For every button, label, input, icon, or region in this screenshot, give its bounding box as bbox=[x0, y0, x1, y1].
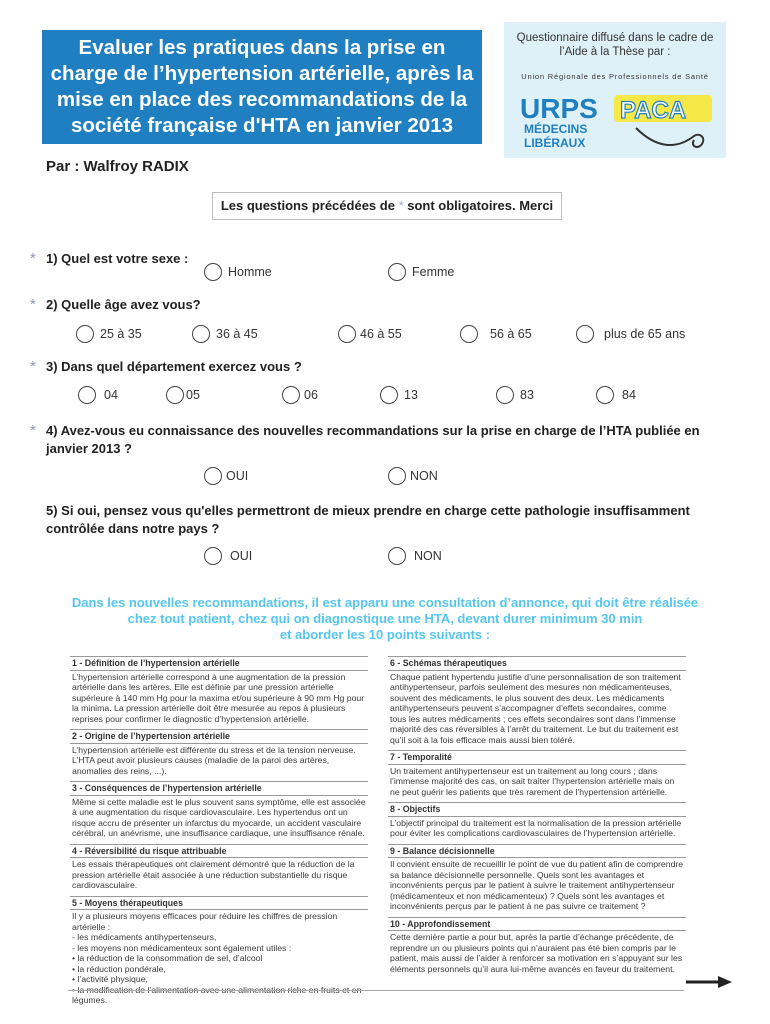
bottom-divider bbox=[68, 990, 684, 991]
radio-button[interactable] bbox=[204, 467, 222, 485]
point-body: L’hypertension artérielle correspond à une augmentation de la pression artérielle dans les artères. Elle est définie par une pression artérielle supérieure à 140 mm Hg pour la maxima et/ou supérieure à 90 mm Hg pour la minima. La pression artérielle doit être mesurée au repos à plusieurs reprises pour confirmer le diagnostic d’hypertension artérielle. bbox=[72, 671, 365, 724]
option-label: OUI bbox=[230, 549, 253, 563]
point-title: 6 - Schémas thérapeutiques bbox=[388, 656, 686, 671]
radio-button[interactable] bbox=[192, 325, 210, 343]
intro-line-1: Dans les nouvelles recommandations, il est apparu une consultation d’annonce, qui doit être réalisée bbox=[71, 595, 699, 610]
option-label: Femme bbox=[412, 265, 455, 279]
radio-button[interactable] bbox=[388, 547, 406, 565]
q4-option-oui[interactable] bbox=[204, 467, 248, 485]
point-title: 5 - Moyens thérapeutiques bbox=[70, 896, 368, 911]
point-title: 9 - Balance décisionnelle bbox=[388, 844, 686, 859]
point-title: 4 - Réversibilité du risque attribuable bbox=[70, 844, 368, 859]
q3-option-83[interactable] bbox=[496, 386, 534, 404]
radio-button[interactable] bbox=[388, 263, 406, 281]
point-body: L’hypertension artérielle est différente du stress et de la tension nerveuse. L’HTA peut avoir plusieurs causes (maladie de la paroi des artères, anomalies des reins, ...). bbox=[72, 744, 356, 776]
q2-option-46-55[interactable] bbox=[338, 325, 402, 343]
radio-button[interactable] bbox=[282, 386, 300, 404]
sponsor-block bbox=[504, 22, 726, 158]
point-section bbox=[388, 844, 686, 913]
question-4-label: 4) Avez-vous eu connaissance des nouvelles recommandations sur la prise en charge de l’HTA publiée en janvier 2013 ? bbox=[46, 423, 700, 456]
logo-paca-text: PACA bbox=[620, 97, 687, 124]
logo-urps-text: URPS bbox=[520, 93, 598, 124]
radio-button[interactable] bbox=[596, 386, 614, 404]
option-label: 06 bbox=[304, 388, 318, 402]
q4-option-non[interactable] bbox=[388, 467, 438, 485]
radio-button[interactable] bbox=[576, 325, 594, 343]
question-1-label: 1) Quel est votre sexe : bbox=[46, 251, 189, 266]
point-section bbox=[388, 750, 686, 798]
q2-option-25-35[interactable] bbox=[76, 325, 142, 343]
title-line-4: société française d'HTA en janvier 2013 bbox=[70, 114, 454, 137]
q3-option-84[interactable] bbox=[596, 386, 636, 404]
sponsor-caption-line-2: l’Aide à la Thèse par : bbox=[559, 46, 671, 58]
intro-line-2: chez tout patient, chez qui on diagnostique une HTA, devant durer minimum 30 min bbox=[127, 611, 643, 626]
q2-option-36-45[interactable] bbox=[192, 325, 258, 343]
points-column-right bbox=[388, 656, 686, 979]
point-section bbox=[70, 781, 368, 840]
urps-paca-logo bbox=[516, 88, 718, 152]
radio-button[interactable] bbox=[338, 325, 356, 343]
point-title: 2 - Origine de l’hypertension artérielle bbox=[70, 729, 368, 744]
title-line-2: charge de l’hypertension artérielle, après la bbox=[50, 62, 474, 85]
required-star-icon: * bbox=[30, 358, 36, 375]
point-section bbox=[388, 802, 686, 840]
q5-option-oui[interactable] bbox=[204, 547, 252, 565]
sponsor-caption-line-1: Questionnaire diffusé dans le cadre de bbox=[516, 32, 714, 44]
author-line: Par : Walfroy RADIX bbox=[46, 158, 189, 175]
q3-option-04[interactable] bbox=[78, 386, 118, 404]
form-title bbox=[42, 30, 482, 144]
q3-option-05[interactable] bbox=[166, 386, 200, 404]
point-body: Il convient ensuite de recueillir le point de vue du patient afin de comprendre sa balance décisionnelle personnelle. Quels sont les avantages et inconvénients perçus par le patient à suivre le traitement antihypertenseur (médicamenteux et non médicamenteux) ? Quels sont les avantages et inconvénients perçus par le patient à ne pas suivre ce traitement ? bbox=[390, 859, 684, 911]
point-section bbox=[388, 656, 686, 746]
intro-line-3: et aborder les 10 points suivants : bbox=[279, 627, 491, 642]
radio-button[interactable] bbox=[496, 386, 514, 404]
ten-points-panel bbox=[70, 656, 684, 1005]
radio-button[interactable] bbox=[78, 386, 96, 404]
radio-button[interactable] bbox=[388, 467, 406, 485]
point-section bbox=[70, 656, 368, 725]
stethoscope-icon bbox=[636, 128, 703, 147]
option-label: 46 à 55 bbox=[360, 327, 402, 341]
point-body: Cette dernière partie a pour but, après la partie d’échange précédente, de reprendre un ou plusieurs points qui n’auraient pas été bien compris par le patient, mais aussi de l’aider à renforcer sa motivation en s’appuyant sur les éléments personnels qu’il aura lui-même avancés en faveur du traitement. bbox=[390, 932, 683, 974]
q5-option-non[interactable] bbox=[388, 547, 442, 565]
point-body: Les essais thérapeutiques ont clairement démontré que la réduction de la pression artérielle était associée à une réduction substantielle du risque cardiovasculaire. bbox=[72, 859, 355, 890]
radio-button[interactable] bbox=[204, 547, 222, 565]
radio-button[interactable] bbox=[204, 263, 222, 281]
required-star-icon: * bbox=[30, 250, 36, 267]
point-title: 8 - Objectifs bbox=[388, 802, 686, 817]
q3-option-06[interactable] bbox=[282, 386, 318, 404]
point-title: 7 - Temporalité bbox=[388, 750, 686, 765]
question-5-label: 5) Si oui, pensez vous qu'elles permettront de mieux prendre en charge cette pathologie insuffisamment contrôlée dans notre pays ? bbox=[46, 503, 690, 536]
point-section bbox=[388, 917, 686, 976]
option-label: NON bbox=[414, 549, 442, 563]
next-page-arrow-icon[interactable] bbox=[686, 975, 732, 989]
point-body: L’objectif principal du traitement est la normalisation de la pression artérielle pour éviter les complications cardiovasculaires de l’hypertension artérielle. bbox=[390, 817, 682, 838]
radio-button[interactable] bbox=[380, 386, 398, 404]
sponsor-org-name: Union Régionale des Professionnels de Santé bbox=[521, 72, 709, 81]
option-label: plus de 65 ans bbox=[604, 327, 686, 341]
option-label: Homme bbox=[228, 265, 272, 279]
required-star-icon: * bbox=[30, 422, 36, 439]
point-section bbox=[70, 729, 368, 777]
radio-button[interactable] bbox=[76, 325, 94, 343]
mandatory-star-icon: * bbox=[398, 198, 404, 213]
points-column-left bbox=[70, 656, 368, 1011]
point-section bbox=[70, 844, 368, 892]
q3-option-13[interactable] bbox=[380, 386, 418, 404]
option-label: 56 à 65 bbox=[490, 327, 532, 341]
option-label: 05 bbox=[186, 388, 200, 402]
point-body: Même si cette maladie est le plus souvent sans symptôme, elle est associée à une augmentation du risque cardiovasculaire. Les hypertendus ont un risque accru de présenter un infarctus du myocarde, un accident vasculaire cérébral, un anévrisme, une insuffisance cardiaque, une insuffisance rénale. bbox=[72, 796, 366, 838]
option-label: 25 à 35 bbox=[100, 327, 142, 341]
point-title: 3 - Conséquences de l’hypertension artérielle bbox=[70, 781, 368, 796]
option-label: 84 bbox=[622, 388, 636, 402]
option-label: 36 à 45 bbox=[216, 327, 258, 341]
option-label: 13 bbox=[404, 388, 418, 402]
required-star-icon: * bbox=[30, 296, 36, 313]
point-body: Chaque patient hypertendu justifie d’une personnalisation de son traitement antihypertenseur, parfois seulement des mesures non médicamenteuses, souvent des médicaments, le plus souvent des deux. Les médicaments antihypertenseurs peuvent s’accompagner d’effets secondaires, comme tous les autres médicaments ; ces effets secondaires sont dans l’immense majorité des cas réversibles à l’arrêt du traitement. Le but du traitement est qu’il soit à la fois efficace mais aussi bien toléré. bbox=[390, 671, 681, 745]
q2-option-plus-65[interactable] bbox=[576, 325, 685, 343]
sponsor-caption bbox=[504, 31, 726, 59]
q1-option-femme[interactable] bbox=[388, 263, 454, 281]
option-label: OUI bbox=[226, 469, 249, 483]
option-label: NON bbox=[410, 469, 438, 483]
radio-button[interactable] bbox=[460, 325, 478, 343]
question-3-label: 3) Dans quel département exercez vous ? bbox=[46, 359, 302, 374]
option-label: 83 bbox=[520, 388, 534, 402]
point-body: Il y a plusieurs moyens efficaces pour réduire les chiffres de pression artérielle : - les médicaments antihypertenseurs, - les moyens non médicamenteux sont également utiles : • la réduction de la consommation de sel, d’alcool • la réduction pondérale, • l’activité physique, • la modification de l’alimentation avec une alimentation riche en fruits et en légumes. bbox=[72, 911, 362, 1005]
title-line-3: mise en place des recommandations de la bbox=[56, 88, 468, 111]
point-title: 10 - Approfondissement bbox=[388, 917, 686, 932]
consultation-intro bbox=[50, 595, 720, 643]
radio-button[interactable] bbox=[166, 386, 184, 404]
question-2-label: 2) Quelle âge avez vous? bbox=[46, 297, 201, 312]
mandatory-notice bbox=[212, 192, 562, 220]
mandatory-suffix: sont obligatoires. Merci bbox=[407, 198, 554, 213]
title-line-1: Evaluer les pratiques dans la prise en bbox=[78, 36, 446, 59]
point-body: Un traitement antihypertenseur est un traitement au long cours ; dans l’immense majorité des cas, on sait traiter l’hypertension artérielle mais on ne peut guérir les patients que très rarement de l’hypertension artérielle. bbox=[390, 765, 675, 797]
q2-option-56-65[interactable] bbox=[460, 325, 532, 343]
mandatory-prefix: Les questions précédées de bbox=[220, 198, 395, 213]
option-label: 04 bbox=[104, 388, 118, 402]
logo-medecins-text: MÉDECINS bbox=[524, 122, 588, 136]
q1-option-homme[interactable] bbox=[204, 263, 272, 281]
logo-liberaux-text: LIBÉRAUX bbox=[524, 136, 586, 150]
point-title: 1 - Définition de l’hypertension artérielle bbox=[70, 656, 368, 671]
